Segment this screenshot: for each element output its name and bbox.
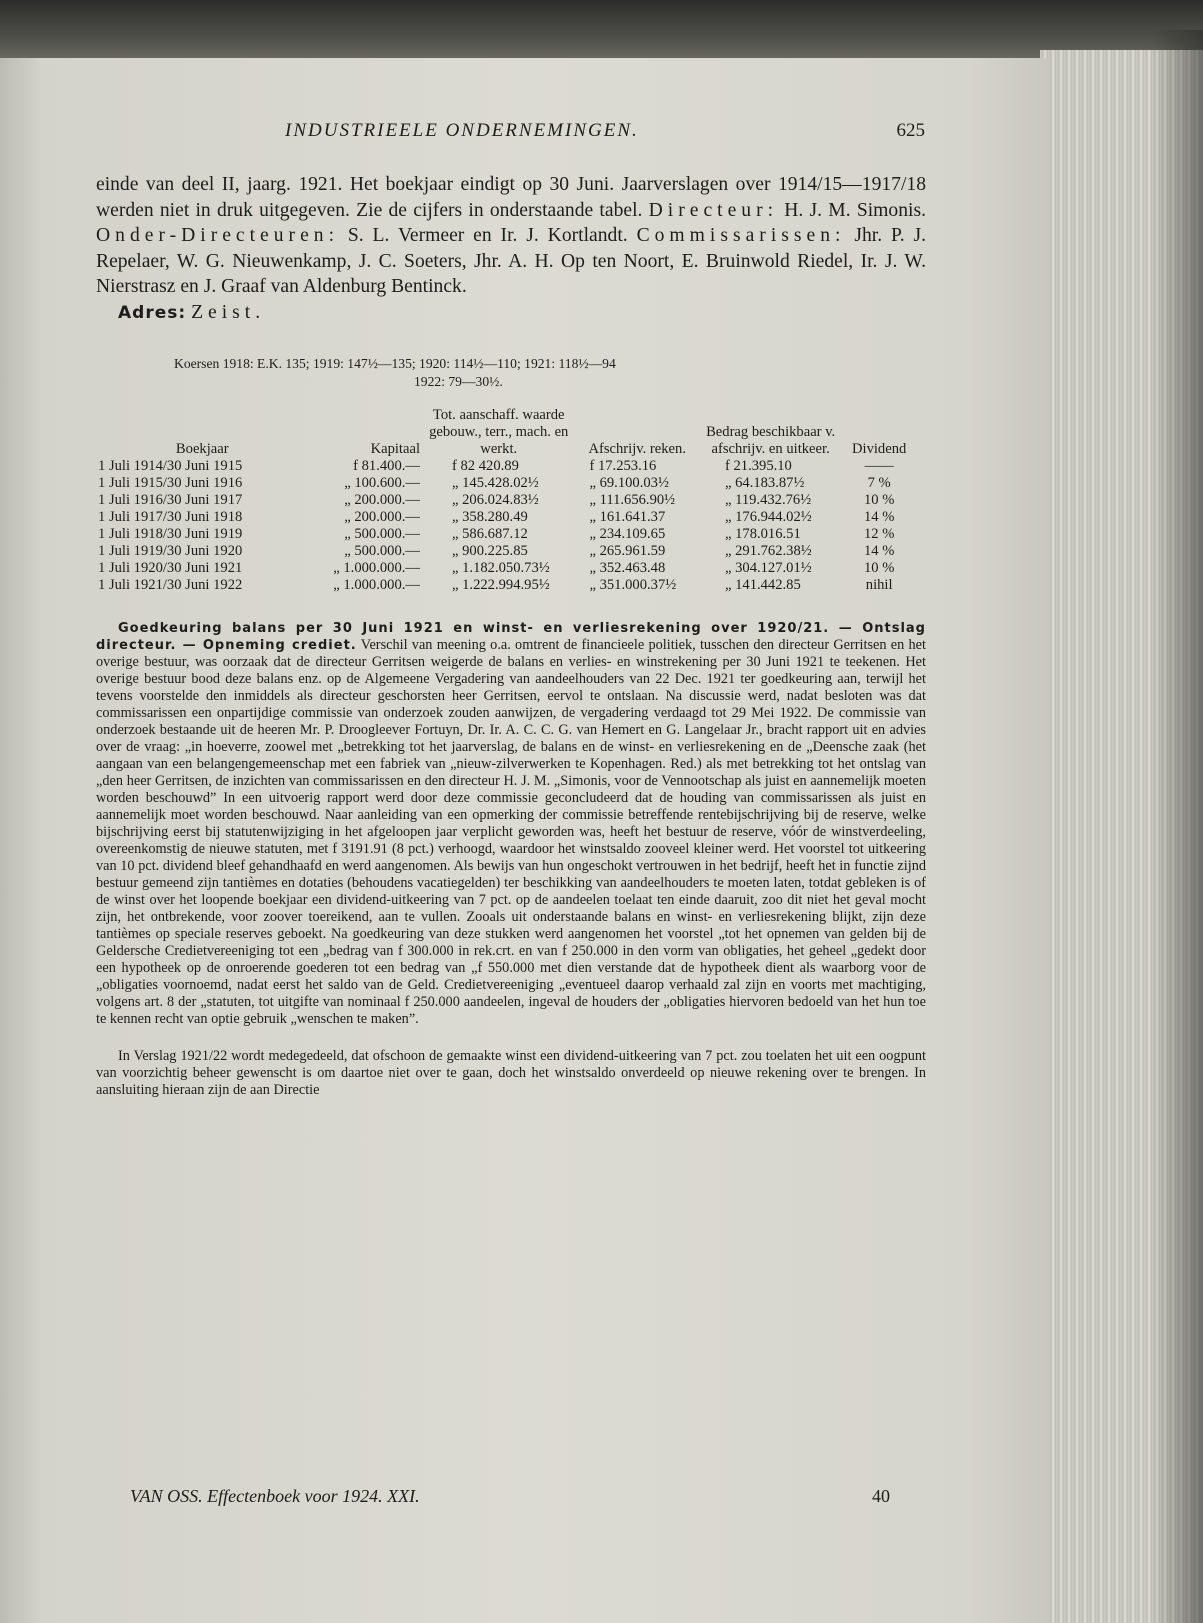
commissarissen-names: Jhr. P. J. Repelaer, W. G. Nieuwenkamp, J. C. Soeters, Jhr. A. H. Op ten Noort, E. Bruinwold Riedel, Ir. J. W. Nierstrasz en J. Graaf van Aldenburg Bentinck. [96,225,927,298]
table-cell-boekjaar: 1 Juli 1919/30 Juni 1920 [98,542,243,559]
table-body [96,458,916,594]
table-cell-aanschaff: „ 206.024.83½ [452,491,539,508]
table-cell-boekjaar: 1 Juli 1915/30 Juni 1916 [98,474,243,491]
onderdirecteuren-names: S. L. Vermeer en Ir. J. Kortlandt. [339,225,637,247]
page-footer [130,1486,890,1512]
directeur-label: Directeur: [648,199,779,221]
table-cell-boekjaar: 1 Juli 1918/30 Juni 1919 [98,525,243,542]
table-cell-afschrijv: „ 351.000.37½ [589,576,677,593]
table-cell-aanschaff: „ 358.280.49 [452,508,528,525]
table-row [96,509,916,526]
table-row [96,560,916,577]
table-cell-kapitaal: „ 1.000.000.— [333,559,420,576]
col-boekjaar: Boekjaar [175,440,229,457]
table-cell-kapitaal: f 81.400.— [353,457,420,474]
table-cell-dividend: 10 % [863,559,895,576]
table-cell-afschrijv: „ 352.463.48 [589,559,666,576]
table-cell-bedrag: „ 141.442.85 [724,576,801,593]
table-cell-dividend: —— [864,457,894,474]
table-row [96,492,916,509]
col-kapitaal: Kapitaal [370,440,420,457]
table-cell-aanschaff: „ 1.222.994.95½ [452,576,550,593]
verslag-paragraph: In Verslag 1921/22 wordt medegedeeld, dat ofschoon de gemaakte winst een dividend-uitkeering van 7 pct. zou toelaten het uit een oogpunt van voorzichtig beheer gewenscht is om daartoe niet over te gaan, doch het winstsaldo onverdeeld op nieuwe rekening over te brengen. In aansluiting hieraan zijn de aan Directie [96,1047,926,1098]
table-cell-dividend: 10 % [863,491,895,508]
table-cell-afschrijv: „ 161.641.37 [589,508,666,525]
table-cell-bedrag: „ 291.762.38½ [724,542,812,559]
table-cell-aanschaff: „ 145.428.02½ [452,474,539,491]
table-cell-bedrag: „ 304.127.01½ [724,559,812,576]
table-cell-kapitaal: „ 100.600.— [344,474,420,491]
intro-text: einde van deel II, jaarg. 1921. Het boekjaar eindigt op 30 Juni. Jaarverslagen over 1914/15—1917/18 werden niet in druk uitgegeven. Zie de cijfers in onderstaande tabel. [96,174,926,221]
table-cell-boekjaar: 1 Juli 1914/30 Juni 1915 [98,457,243,474]
table-cell-boekjaar: 1 Juli 1921/30 Juni 1922 [98,576,243,593]
table-cell-afschrijv: f 17.253.16 [589,457,657,474]
directeur-name: H. J. M. Simonis. [778,199,926,221]
table-cell-bedrag: „ 64.183.87½ [724,474,805,491]
intro-paragraph [96,172,926,327]
col-bedrag: Bedrag beschikbaar v. afschrijv. en uitkeer. [706,423,836,457]
table-row [96,577,916,594]
book-spine-shadow [0,0,1203,62]
table-cell-afschrijv: „ 69.100.03½ [589,474,669,491]
table-cell-dividend: 14 % [863,542,895,559]
table-cell-boekjaar: 1 Juli 1917/30 Juni 1918 [98,508,243,525]
footer-source: VAN OSS. Effectenboek voor 1924. XXI. [130,1486,420,1506]
table-cell-dividend: 7 % [867,474,891,491]
koersen-block [174,355,926,391]
table-cell-kapitaal: „ 1.000.000.— [333,576,420,593]
table-row [96,543,916,560]
page-header [285,120,925,150]
table-header-row [96,407,916,458]
main-paragraph [96,620,926,1028]
table-cell-aanschaff: f 82 420.89 [452,457,519,474]
table-cell-aanschaff: „ 1.182.050.73½ [452,559,550,576]
page-edges-shadow [1150,30,1203,1623]
koersen-line-2: 1922: 79—30½. [414,373,503,389]
col-afschrijv: Afschrijv. reken. [588,440,686,457]
table-cell-kapitaal: „ 500.000.— [344,542,420,559]
table-cell-kapitaal: „ 200.000.— [344,508,420,525]
table-cell-dividend: 12 % [863,525,895,542]
section-body: Verschil van meening o.a. omtrent de financieele politiek, tusschen den directeur Gerritsen en het overige bestuur, was oorzaak dat de directeur Gerritsen weigerde de balans en verlies- en winstrekening per 30 Juni 1921 te teekenen. Het overige bestuur bood deze balans enz. op de Algemeene Vergadering van aandeelhouders van 22 Dec. 1921 ter goedkeuring aan, terwijl het tevens voorstelde den inmiddels als directeur geschorsten heer Gerritsen, eervol te ontslaan. Na discussie werd, nadat besloten was dat commissarissen een onpartijdige commissie van onderzoek zouden aanwijzen, de vergadering verdaagd tot 29 Mei 1922. De commissie van onderzoek bestaande uit de heeren Mr. P. Droogleever Fortuyn, Dr. Ir. A. C. C. G. van Hemert en G. Langelaar Jr., bracht rapport uit en advies over de vraag: „in hoeverre, zoowel met „betrekking tot het jaarverslag, de balans en de winst- en verliesrekening en de „Deensche zaak (het aangaan van een belangengemeenschap met een fabriek van „nieuw-zilverwerken te Kopenhagen. Red.) als met betrekking tot het ontslag van „den heer Gerritsen, de inzichten van commissarissen en den directeur H. J. M. „Simonis, voor de Vennootschap als juist en aannemelijk moeten worden beschouwd” In een uitvoerig rapport werd door deze commissie geconcludeerd dat de houding van commissarissen als juist en aannemelijk moet worden beschouwd. Naar aanleiding van een opmerking der commissie betreffende rentebijschrijving bij de reserve, welke bijschrijving eerst bij statutenwijziging in het afgeloopen jaar verplicht geworden was, heeft het bestuur de reserve, vóór de winstverdeeling, overeenkomstig de nieuwe statuten, met f 3191.91 (8 pct.) verhoogd, waardoor het winstsaldo zooveel kleiner werd. Het voorstel tot uitkeering van 10 pct. dividend bleef gehandhaafd en werd aangenomen. Als bewijs van hun ongeschokt vertrouwen in het bedrijf, heeft het in functie zijnd bestuur gemeend zijn tantièmes en dotaties (behoudens vacatiegelden) ter beschikking van aandeelhouders te moeten laten, totdat gebleken is of de winst over het loopende boekjaar een dividend-uitkeering van 7 pct. op de aandeelen toelaat ten einde daaruit, zoo dit niet het geval mocht zijn, het ontbrekende, voor zoover toereikend, aan te vullen. Zooals uit onderstaande balans en winst- en verliesrekening blijkt, zijn deze tantièmes op speciale reserves geboekt. Na goedkeuring van deze stukken werd aangenomen het voorstel „tot het opnemen van gelden bij de Geldersche Credietvereeniging tot een „bedrag van f 300.000 in rek.crt. en van f 250.000 in den vorm van obligaties, het geheel „gedekt door een hypotheek op de onroerende goederen tot een bedrag van „f 550.000 met dien verstande dat de hypotheek dient als waarborg voor de „obligaties voornoemd, nadat eerst het saldo van de Geld. Credietvereeniging „eventueel daarop verhaald zal zijn en voorts met machtiging, volgens art. 8 der „statuten, tot uitgifte van nominaal f 250.000 aandeelen, ingeval de houders der „obligaties hiervoren bedoeld van het hun toe te kennen recht van optie gebruik „wenschen te maken”. [96,636,926,1027]
onderdirecteuren-label: Onder-Directeuren: [96,225,340,247]
table-cell-aanschaff: „ 586.687.12 [452,525,528,542]
financial-table [96,407,916,594]
adres-label: Adres: [118,302,187,323]
table-cell-boekjaar: 1 Juli 1920/30 Juni 1921 [98,559,243,576]
table-cell-bedrag: „ 178.016.51 [724,525,801,542]
adres-value: Zeist. [191,301,266,323]
col-dividend: Dividend [851,440,907,457]
running-head: INDUSTRIEELE ONDERNEMINGEN. [285,120,639,141]
table-row [96,475,916,492]
col-aanschaff: Tot. aanschaff. waarde gebouw., terr., mach. en werkt. [429,406,569,457]
table-cell-dividend: nihil [865,576,893,593]
table-cell-bedrag: „ 119.432.76½ [724,491,812,508]
commissarissen-label: Commissarissen: [636,225,846,247]
koersen-line-1: Koersen 1918: E.K. 135; 1919: 147½—135; 1920: 114½—110; 1921: 118½—94 [174,355,616,371]
table-row [96,526,916,543]
table-cell-afschrijv: „ 265.961.59 [589,542,666,559]
table-cell-afschrijv: „ 234.109.65 [589,525,666,542]
table-cell-kapitaal: „ 200.000.— [344,491,420,508]
footer-signature: 40 [872,1486,890,1506]
table-cell-afschrijv: „ 111.656.90½ [589,491,676,508]
table-cell-dividend: 14 % [863,508,895,525]
table-row [96,458,916,475]
section-heading: Goedkeuring balans per 30 Juni 1921 en winst- en verliesrekening over 1920/21. — Ontslag directeur. — Opneming crediet. [96,620,926,653]
table-cell-boekjaar: 1 Juli 1916/30 Juni 1917 [98,491,243,508]
table-cell-aanschaff: „ 900.225.85 [452,542,528,559]
page-content [96,172,926,1099]
table-cell-kapitaal: „ 500.000.— [344,525,420,542]
page-number: 625 [896,120,925,141]
table-cell-bedrag: „ 176.944.02½ [724,508,812,525]
table-cell-bedrag: f 21.395.10 [724,457,792,474]
